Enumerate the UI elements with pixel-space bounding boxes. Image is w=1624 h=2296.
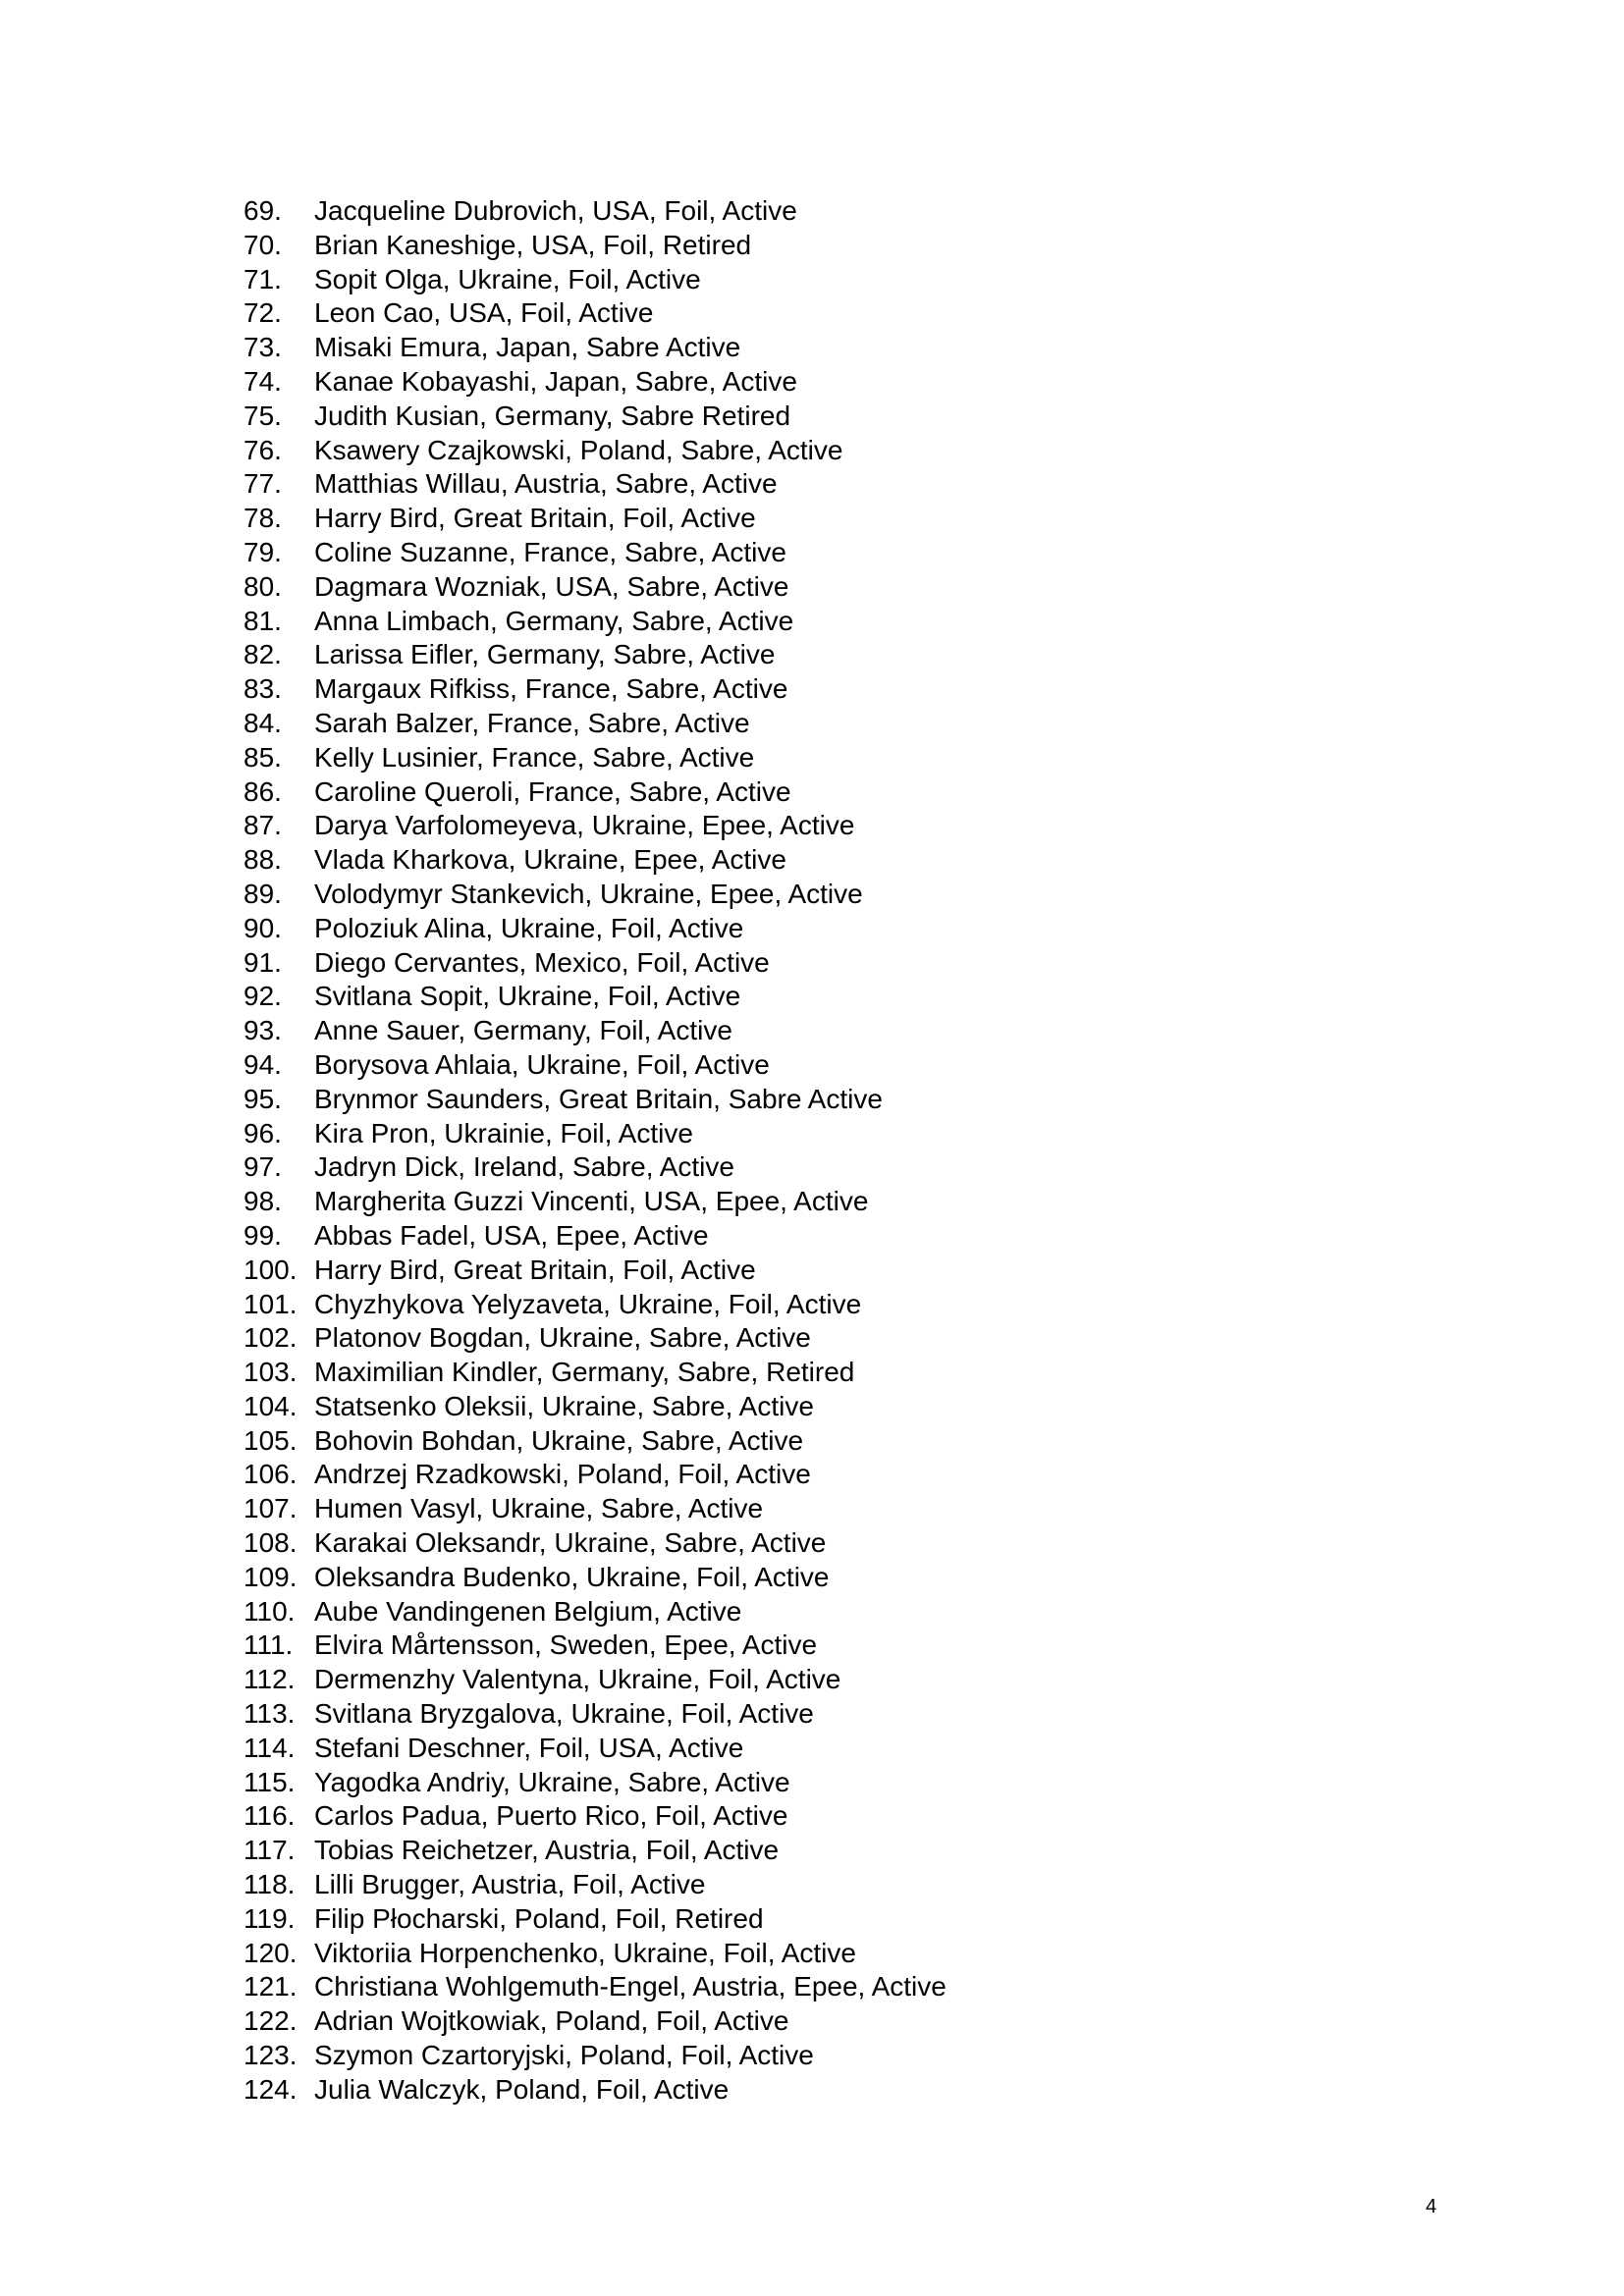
list-item-text: Christiana Wohlgemuth-Engel, Austria, Epee, Active <box>314 1971 947 2002</box>
list-item-number: 74. <box>244 365 282 397</box>
list-item-number: 110. <box>244 1595 296 1627</box>
list-item-number: 116. <box>244 1800 296 1832</box>
list-item-number: 75. <box>244 400 282 431</box>
list-item-text: Platonov Bogdan, Ukraine, Sabre, Active <box>314 1322 811 1354</box>
list-item-number: 71. <box>244 263 282 294</box>
list-item-text: Carlos Padua, Puerto Rico, Foil, Active <box>314 1800 788 1832</box>
list-item-number: 92. <box>244 981 282 1012</box>
list-item-text: Larissa Eifler, Germany, Sabre, Active <box>314 639 776 670</box>
list-item-number: 124. <box>244 2073 298 2105</box>
list-item-number: 82. <box>244 639 282 670</box>
list-item <box>244 878 947 912</box>
list-item-text: Borysova Ahlaia, Ukraine, Foil, Active <box>314 1048 770 1080</box>
list-item-text: Bohovin Bohdan, Ukraine, Sabre, Active <box>314 1424 804 1456</box>
list-item-text: Andrzej Rzadkowski, Poland, Foil, Active <box>314 1459 811 1490</box>
list-item-text: Sopit Olga, Ukraine, Foil, Active <box>314 263 701 294</box>
list-item <box>244 946 947 981</box>
list-item-number: 121. <box>244 1971 298 2002</box>
list-item-text: Dermenzhy Valentyna, Ukraine, Foil, Active <box>314 1664 841 1695</box>
list-item-text: Matthias Willau, Austria, Sabre, Active <box>314 468 778 500</box>
list-item-number: 80. <box>244 570 282 602</box>
list-item <box>244 1288 947 1322</box>
list-item-number: 88. <box>244 844 282 876</box>
list-item-text: Vlada Kharkova, Ukraine, Epee, Active <box>314 844 786 876</box>
list-item-number: 91. <box>244 946 282 978</box>
list-item-number: 114. <box>244 1732 296 1763</box>
list-item-number: 111. <box>244 1629 294 1661</box>
list-item <box>244 741 947 775</box>
list-item-number: 70. <box>244 229 282 260</box>
list-item <box>244 1083 947 1117</box>
list-item <box>244 263 947 297</box>
list-item-number: 69. <box>244 195 282 226</box>
list-item-text: Jacqueline Dubrovich, USA, Foil, Active <box>314 195 797 226</box>
list-item <box>244 400 947 434</box>
list-item <box>244 1356 947 1390</box>
list-item <box>244 1117 947 1151</box>
list-item-text: Misaki Emura, Japan, Sabre Active <box>314 332 741 363</box>
list-item-text: Darya Varfolomeyeva, Ukraine, Epee, Active <box>314 810 855 841</box>
list-item-text: Lilli Brugger, Austria, Foil, Active <box>314 1869 706 1900</box>
list-item-text: Adrian Wojtkowiak, Poland, Foil, Active <box>314 2005 789 2037</box>
list-item-number: 115. <box>244 1766 296 1797</box>
list-item-number: 78. <box>244 503 282 534</box>
list-item <box>244 1561 947 1595</box>
list-item <box>244 1629 947 1663</box>
list-item-number: 101. <box>244 1288 298 1319</box>
list-item-number: 89. <box>244 878 282 909</box>
list-item-number: 96. <box>244 1117 282 1148</box>
list-item <box>244 502 947 536</box>
list-item <box>244 1185 947 1219</box>
list-item <box>244 1697 947 1732</box>
list-item <box>244 843 947 878</box>
list-item-text: Caroline Queroli, France, Sabre, Active <box>314 775 791 807</box>
list-item-number: 100. <box>244 1254 298 1285</box>
list-item <box>244 1048 947 1083</box>
list-item-text: Humen Vasyl, Ukraine, Sabre, Active <box>314 1493 764 1524</box>
list-item <box>244 1902 947 1937</box>
list-item <box>244 1834 947 1868</box>
list-item-text: Svitlana Bryzgalova, Ukraine, Foil, Active <box>314 1698 814 1730</box>
list-item-text: Diego Cervantes, Mexico, Foil, Active <box>314 946 770 978</box>
list-item-number: 104. <box>244 1390 298 1421</box>
list-item-number: 107. <box>244 1493 298 1524</box>
list-item-number: 76. <box>244 434 282 465</box>
list-item <box>244 1321 947 1356</box>
list-item-text: Harry Bird, Great Britain, Foil, Active <box>314 1254 756 1285</box>
list-item-number: 106. <box>244 1459 298 1490</box>
list-item-number: 112. <box>244 1664 296 1695</box>
list-item-text: Anne Sauer, Germany, Foil, Active <box>314 1015 732 1046</box>
list-item-text: Julia Walczyk, Poland, Foil, Active <box>314 2073 730 2105</box>
list-item-text: Coline Suzanne, France, Sabre, Active <box>314 536 786 567</box>
list-item-number: 86. <box>244 775 282 807</box>
list-item <box>244 1150 947 1185</box>
list-item <box>244 296 947 331</box>
list-item-text: Sarah Balzer, France, Sabre, Active <box>314 707 750 738</box>
list-item-text: Kelly Lusinier, France, Sabre, Active <box>314 741 755 773</box>
list-item <box>244 1254 947 1288</box>
list-item-number: 73. <box>244 332 282 363</box>
list-item <box>244 1799 947 1834</box>
list-item <box>244 2039 947 2073</box>
list-item-number: 77. <box>244 468 282 500</box>
list-item-number: 90. <box>244 912 282 943</box>
list-item-number: 72. <box>244 297 282 329</box>
list-item <box>244 1526 947 1561</box>
list-item <box>244 1424 947 1459</box>
list-item-number: 95. <box>244 1083 282 1114</box>
list-item-number: 105. <box>244 1424 298 1456</box>
list-item <box>244 1937 947 1971</box>
list-item-text: Svitlana Sopit, Ukraine, Foil, Active <box>314 981 741 1012</box>
list-item <box>244 331 947 365</box>
list-item-number: 109. <box>244 1561 298 1592</box>
list-item <box>244 707 947 741</box>
list-item-text: Maximilian Kindler, Germany, Sabre, Retired <box>314 1357 855 1388</box>
list-item-text: Karakai Oleksandr, Ukraine, Sabre, Active <box>314 1527 827 1559</box>
list-item-text: Chyzhykova Yelyzaveta, Ukraine, Foil, Active <box>314 1288 862 1319</box>
list-item <box>244 194 947 229</box>
list-item-number: 87. <box>244 810 282 841</box>
list-item <box>244 2004 947 2039</box>
list-item-number: 123. <box>244 2040 298 2071</box>
list-item <box>244 1458 947 1492</box>
list-item <box>244 1014 947 1048</box>
list-item-text: Kira Pron, Ukrainie, Foil, Active <box>314 1117 693 1148</box>
page-number: 4 <box>1426 2196 1437 2217</box>
list-item-number: 98. <box>244 1186 282 1217</box>
list-item-number: 120. <box>244 1937 298 1968</box>
list-item-number: 84. <box>244 707 282 738</box>
list-item-text: Stefani Deschner, Foil, USA, Active <box>314 1732 744 1763</box>
list-item-number: 83. <box>244 673 282 705</box>
list-item-text: Dagmara Wozniak, USA, Sabre, Active <box>314 570 789 602</box>
list-item <box>244 365 947 400</box>
list-item-text: Harry Bird, Great Britain, Foil, Active <box>314 503 756 534</box>
list-item-text: Kanae Kobayashi, Japan, Sabre, Active <box>314 365 797 397</box>
list-item <box>244 672 947 707</box>
list-item-number: 102. <box>244 1322 298 1354</box>
list-item-number: 108. <box>244 1527 298 1559</box>
list-item-number: 103. <box>244 1357 298 1388</box>
list-item <box>244 809 947 843</box>
list-item-number: 97. <box>244 1151 282 1183</box>
list-item-text: Brynmor Saunders, Great Britain, Sabre Active <box>314 1083 883 1114</box>
list-item-number: 94. <box>244 1048 282 1080</box>
list-item-number: 117. <box>244 1835 296 1866</box>
list-item-text: Jadryn Dick, Ireland, Sabre, Active <box>314 1151 734 1183</box>
list-item <box>244 1219 947 1254</box>
list-item <box>244 570 947 605</box>
list-item-number: 79. <box>244 536 282 567</box>
list-item-number: 119. <box>244 1902 296 1934</box>
list-item <box>244 605 947 639</box>
list-item-text: Yagodka Andriy, Ukraine, Sabre, Active <box>314 1766 790 1797</box>
list-item <box>244 467 947 502</box>
list-item-text: Abbas Fadel, USA, Epee, Active <box>314 1219 709 1251</box>
list-item-text: Poloziuk Alina, Ukraine, Foil, Active <box>314 912 744 943</box>
list-item <box>244 1868 947 1902</box>
list-item <box>244 638 947 672</box>
list-item-number: 99. <box>244 1219 282 1251</box>
list-item-text: Brian Kaneshige, USA, Foil, Retired <box>314 229 752 260</box>
list-item-text: Anna Limbach, Germany, Sabre, Active <box>314 605 794 636</box>
list-item <box>244 434 947 468</box>
list-item-text: Tobias Reichetzer, Austria, Foil, Active <box>314 1835 780 1866</box>
list-item <box>244 912 947 946</box>
list-item <box>244 980 947 1014</box>
list-item-number: 85. <box>244 741 282 773</box>
list-item <box>244 1595 947 1629</box>
list-item-number: 93. <box>244 1015 282 1046</box>
list-item-text: Leon Cao, USA, Foil, Active <box>314 297 654 329</box>
list-item-number: 118. <box>244 1869 296 1900</box>
list-item-text: Margherita Guzzi Vincenti, USA, Epee, Active <box>314 1186 869 1217</box>
list-item-text: Judith Kusian, Germany, Sabre Retired <box>314 400 791 431</box>
list-item <box>244 1492 947 1526</box>
list-item-text: Volodymyr Stankevich, Ukraine, Epee, Active <box>314 878 863 909</box>
list-item-text: Viktoriia Horpenchenko, Ukraine, Foil, Active <box>314 1937 856 1968</box>
list-item-text: Ksawery Czajkowski, Poland, Sabre, Active <box>314 434 843 465</box>
list-item-text: Szymon Czartoryjski, Poland, Foil, Active <box>314 2040 814 2071</box>
list-item <box>244 1732 947 1766</box>
list-item-text: Margaux Rifkiss, France, Sabre, Active <box>314 673 788 705</box>
numbered-list <box>244 194 947 2108</box>
list-item <box>244 1766 947 1800</box>
list-item <box>244 1390 947 1424</box>
list-item-text: Filip Płocharski, Poland, Foil, Retired <box>314 1902 764 1934</box>
list-item-text: Oleksandra Budenko, Ukraine, Foil, Active <box>314 1561 830 1592</box>
list-item-number: 113. <box>244 1698 296 1730</box>
list-item-text: Statsenko Oleksii, Ukraine, Sabre, Active <box>314 1390 814 1421</box>
list-item-text: Aube Vandingenen Belgium, Active <box>314 1595 742 1627</box>
list-item-number: 81. <box>244 605 282 636</box>
list-item <box>244 1663 947 1697</box>
list-item <box>244 775 947 810</box>
list-item-number: 122. <box>244 2005 298 2037</box>
list-item <box>244 229 947 263</box>
list-item-text: Elvira Mårtensson, Sweden, Epee, Active <box>314 1629 818 1661</box>
list-item <box>244 1970 947 2004</box>
list-item <box>244 536 947 570</box>
list-item <box>244 2073 947 2108</box>
